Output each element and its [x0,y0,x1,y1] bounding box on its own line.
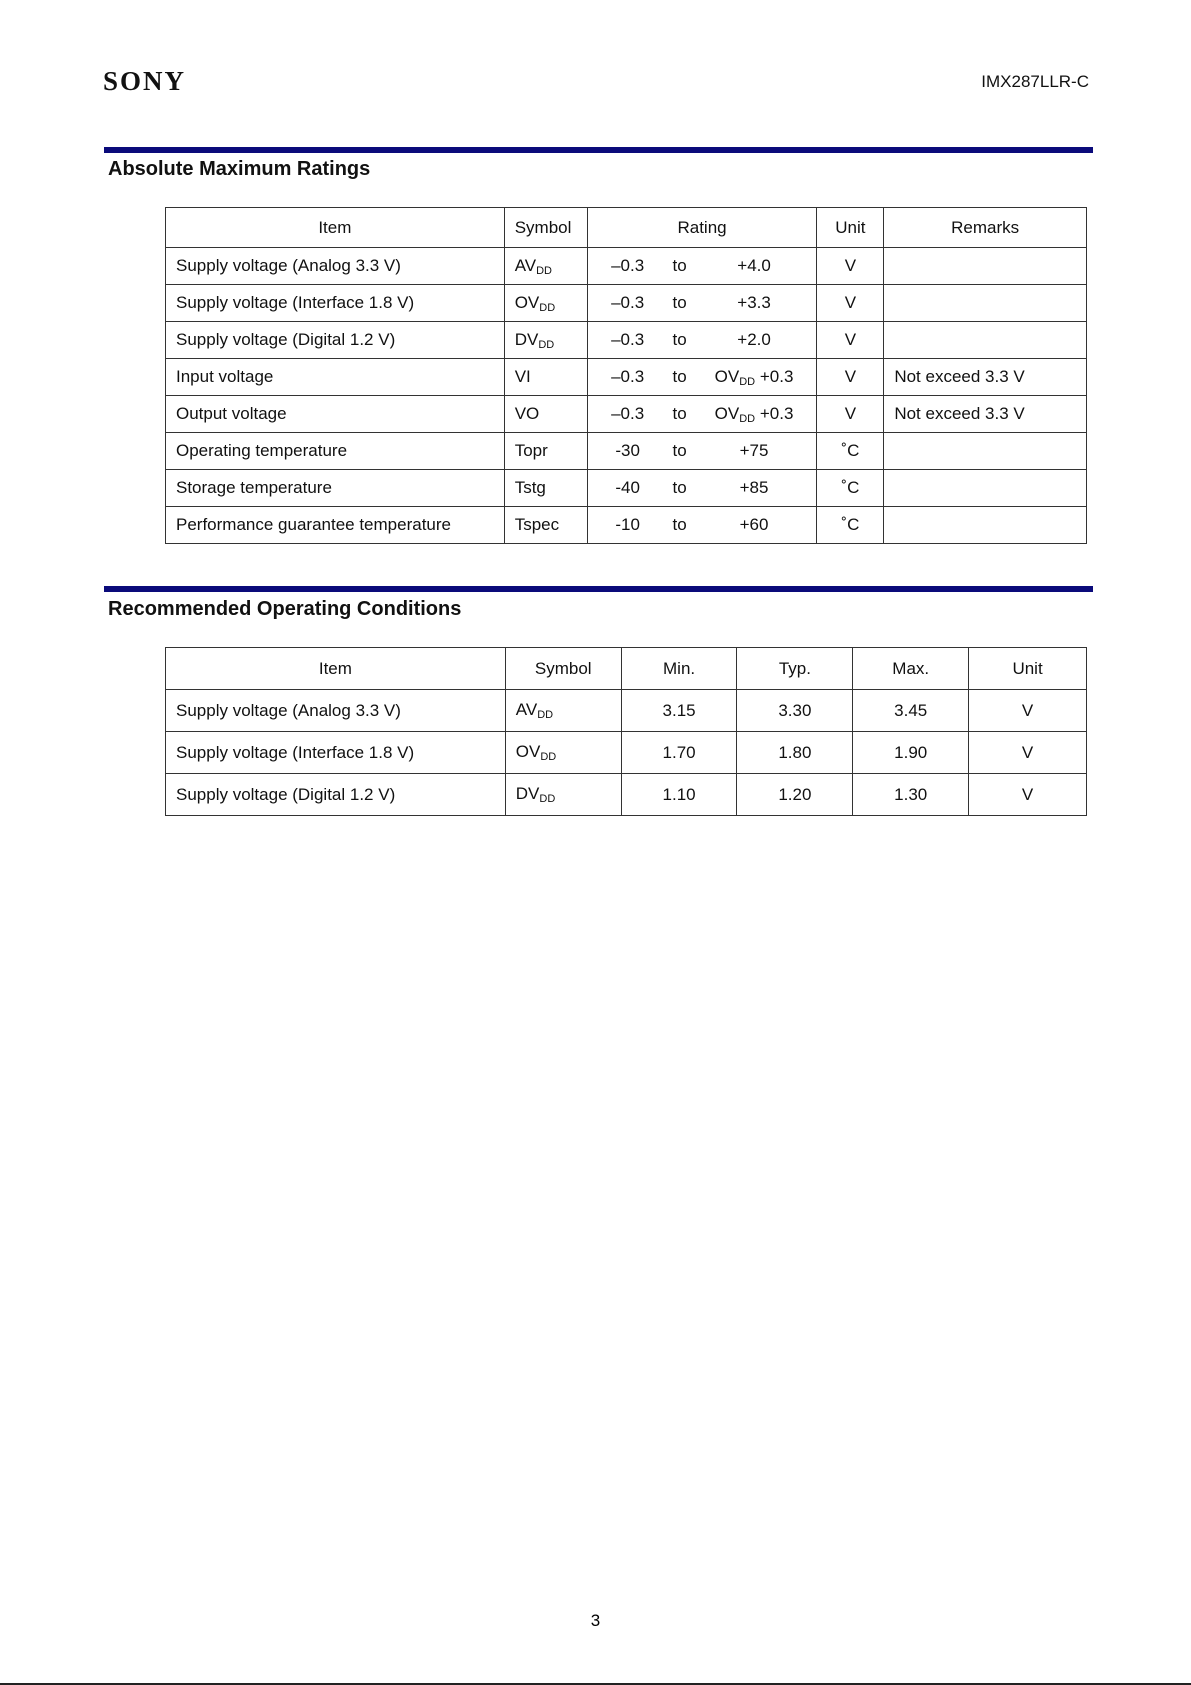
max-cell: 3.45 [853,690,969,732]
document-id: IMX287LLR-C [981,72,1089,91]
symbol-text: VO [514,404,540,423]
item-cell: Performance guarantee temperature [166,507,505,544]
rating-max-value: +0.3 [755,403,794,423]
rating-min: –0.3 [611,330,645,349]
symbol-text: OV [514,292,540,312]
item-cell: Supply voltage (Analog 3.3 V) [166,690,506,732]
rating-max-symbol: OV [714,403,740,423]
rating-min: -40 [615,478,640,497]
rating-cell [587,322,817,359]
section-title-recommended-operating-conditions: Recommended Operating Conditions [108,598,462,620]
symbol-cell [504,322,587,359]
rating-to: to [672,330,687,349]
rating-range [598,404,807,425]
symbol-subscript: DD [536,264,552,277]
header-min: Min. [621,648,737,690]
rating-range [598,441,807,461]
rating-max [702,441,807,461]
symbol-cell [504,248,587,285]
remarks-cell: Not exceed 3.3 V [884,359,1087,396]
table-row [166,396,1087,433]
symbol-text: AV [515,700,538,719]
rating-max-value: +75 [739,441,769,460]
rating-min: –0.3 [611,367,645,386]
sony-logo: SONY [103,66,187,96]
symbol-subscript: DD [539,793,556,805]
typ-cell: 1.80 [737,732,853,774]
table-header-row [166,648,1087,690]
table-row [166,774,1087,816]
section-rule [104,586,1093,592]
rating-max-value: +2.0 [737,330,771,349]
header-symbol: Symbol [504,208,587,248]
symbol-subscript: DD [539,301,556,314]
table-header-row [166,208,1087,248]
symbol-cell [505,690,621,732]
unit-cell: V [969,690,1087,732]
header-item: Item [166,208,505,248]
header-max: Max. [853,648,969,690]
unit-cell: V [817,322,884,359]
item-cell: Input voltage [166,359,505,396]
section-rule [104,147,1093,153]
item-cell: Storage temperature [166,470,505,507]
remarks-cell [884,248,1087,285]
rating-range [598,515,807,535]
unit-cell: V [817,359,884,396]
rating-to: to [672,404,687,423]
rating-range [598,330,807,350]
rating-min: -10 [615,515,640,534]
table-row [166,285,1087,322]
symbol-cell [504,359,587,396]
page-number: 3 [590,1611,601,1630]
item-cell: Operating temperature [166,433,505,470]
remarks-cell [884,433,1087,470]
symbol-text: Topr [514,441,548,460]
rating-to: to [672,441,687,460]
symbol-text: AV [514,255,537,275]
section-title-absolute-maximum-ratings: Absolute Maximum Ratings [108,158,371,180]
remarks-cell [884,322,1087,359]
header-symbol: Symbol [505,648,621,690]
table-row [166,690,1087,732]
rating-max [702,367,807,388]
typ-cell: 1.20 [737,774,853,816]
symbol-cell [504,470,587,507]
remarks-cell: Not exceed 3.3 V [884,396,1087,433]
header-unit: Unit [817,208,884,248]
item-cell: Supply voltage (Interface 1.8 V) [166,285,505,322]
rating-cell [587,396,817,433]
item-cell: Supply voltage (Digital 1.2 V) [166,774,506,816]
min-cell: 1.70 [621,732,737,774]
symbol-cell [504,507,587,544]
symbol-text: OV [515,742,541,761]
header-unit: Unit [969,648,1087,690]
unit-cell: ˚C [817,470,884,507]
rating-max-value: +3.3 [737,293,771,312]
rating-max [702,478,807,498]
rating-range [598,478,807,498]
rating-max [702,515,807,535]
rating-max [702,404,807,425]
symbol-cell [505,774,621,816]
rating-to: to [672,478,687,497]
rating-max-subscript: DD [739,412,756,425]
remarks-cell [884,470,1087,507]
rating-cell [587,507,817,544]
symbol-cell [504,396,587,433]
rating-max [702,293,807,313]
symbol-text: VI [514,367,531,386]
rating-max-symbol: OV [714,366,740,386]
header-rating: Rating [587,208,817,248]
item-cell: Supply voltage (Interface 1.8 V) [166,732,506,774]
rating-max [702,330,807,350]
rating-to: to [672,515,687,534]
rating-max-value: +85 [739,478,769,497]
min-cell: 3.15 [621,690,737,732]
rating-range [598,256,807,276]
symbol-text: Tspec [514,515,560,534]
table-row [166,507,1087,544]
unit-cell: V [969,774,1087,816]
rating-max-value: +60 [739,515,769,534]
symbol-cell [504,285,587,322]
typ-cell: 3.30 [737,690,853,732]
unit-cell: V [817,396,884,433]
rating-max-subscript: DD [739,375,756,388]
rating-cell [587,248,817,285]
rating-cell [587,285,817,322]
unit-cell: V [817,248,884,285]
rating-min: –0.3 [611,256,645,275]
remarks-cell [884,507,1087,544]
remarks-cell [884,285,1087,322]
max-cell: 1.90 [853,732,969,774]
rating-range [598,293,807,313]
unit-cell: V [969,732,1087,774]
symbol-cell [504,433,587,470]
rating-range [598,367,807,388]
header-typ: Typ. [737,648,853,690]
rating-cell [587,470,817,507]
unit-cell: V [817,285,884,322]
table-row [166,470,1087,507]
rating-max [702,256,807,276]
unit-cell: ˚C [817,433,884,470]
rating-max-value: +4.0 [737,256,771,275]
rating-cell [587,433,817,470]
table-row [166,359,1087,396]
absolute-maximum-ratings-table [165,207,1087,544]
min-cell: 1.10 [621,774,737,816]
rating-to: to [672,293,687,312]
header-item: Item [166,648,506,690]
rating-to: to [672,256,687,275]
table-row [166,248,1087,285]
symbol-subscript: DD [538,338,555,351]
rating-min: –0.3 [611,404,645,423]
recommended-operating-conditions-table [165,647,1087,816]
item-cell: Supply voltage (Digital 1.2 V) [166,322,505,359]
symbol-subscript: DD [540,751,557,763]
symbol-cell [505,732,621,774]
symbol-text: DV [514,329,539,349]
rating-to: to [672,367,687,386]
item-cell: Supply voltage (Analog 3.3 V) [166,248,505,285]
rating-cell [587,359,817,396]
table-row [166,732,1087,774]
rating-min: -30 [615,441,640,460]
table-row [166,322,1087,359]
symbol-subscript: DD [537,709,554,721]
rating-max-value: +0.3 [755,366,794,386]
symbol-text: DV [515,784,540,803]
max-cell: 1.30 [853,774,969,816]
table-row [166,433,1087,470]
header-remarks: Remarks [884,208,1087,248]
item-cell: Output voltage [166,396,505,433]
symbol-text: Tstg [514,478,546,497]
rating-min: –0.3 [611,293,645,312]
unit-cell: ˚C [817,507,884,544]
